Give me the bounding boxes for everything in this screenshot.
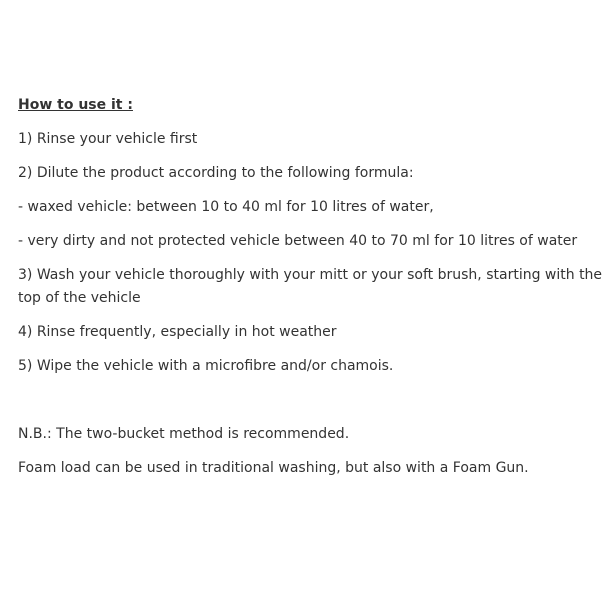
section-spacer: [18, 389, 608, 423]
step-wash: 3) Wash your vehicle thoroughly with your mitt or your soft brush, starting with the top of the vehicle: [18, 267, 603, 306]
dilution-waxed-vehicle: - waxed vehicle: between 10 to 40 ml for 10 litres of water,: [18, 199, 434, 215]
product-usage-section: [18, 95, 608, 491]
usage-heading: How to use it :: [18, 97, 133, 113]
step-wipe: 5) Wipe the vehicle with a microfibre and/or chamois.: [18, 358, 394, 374]
step-rinse-frequently: 4) Rinse frequently, especially in hot weather: [18, 324, 337, 340]
dilution-dirty-vehicle: - very dirty and not protected vehicle between 40 to 70 ml for 10 litres of water: [18, 233, 578, 249]
note-two-bucket: N.B.: The two-bucket method is recommended.: [18, 426, 350, 442]
note-foam-gun: Foam load can be used in traditional washing, but also with a Foam Gun.: [18, 460, 529, 476]
step-rinse-first: 1) Rinse your vehicle first: [18, 131, 198, 147]
step-dilute: 2) Dilute the product according to the following formula:: [18, 165, 414, 181]
